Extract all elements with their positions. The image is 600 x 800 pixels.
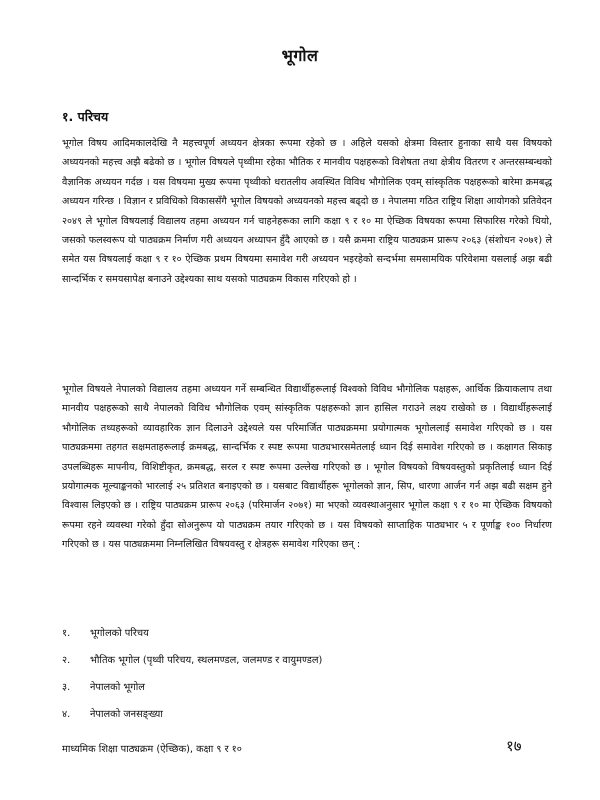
content-list — [62, 626, 322, 734]
list-item — [62, 653, 322, 680]
list-item-text: नेपालको भूगोल — [90, 682, 145, 693]
list-item-text: भौतिक भूगोल (पृथ्वी परिचय, स्थलमण्डल, जलमण्ड र वायुमण्डल) — [90, 655, 323, 666]
footer-text: माध्यमिक शिक्षा पाठ्यक्रम (ऐच्छिक), कक्षा ९ र १० — [62, 744, 242, 755]
list-item — [62, 707, 322, 734]
page-number: १७ — [506, 737, 522, 755]
section-heading: १. परिचय — [62, 109, 109, 124]
paragraph-objectives: भूगोल विषयले नेपालको विद्यालय तहमा अध्ययन गर्ने सम्बन्धित विद्यार्थीहरूलाई विश्वको विविध भौगोलिक पक्षहरू, आर्थिक क्रियाकलाप तथा मानवीय पक्षहरूको साथै नेपालको विविध भौगोलिक एवम् सांस्कृतिक पक्षहरूको ज्ञान हासिल गराउने लक्ष्य राखेको छ । विद्यार्थीहरूलाई भौगोलिक तथ्यहरूको व्यावहारिक ज्ञान दिलाउने उद्देश्यले यस परिमार्जित पाठ्यक्रममा प्रयोगात्मक भूगोललाई समावेश गरिएको छ । यस पाठ्यक्रममा तहगत सक्षमताहरूलाई क्रमबद्ध, सान्दर्भिक र स्पष्ट रूपमा पाठ्यभारसमेतलाई ध्यान दिई समावेश गरिएको छ । कक्षागत सिकाइ उपलब्धिहरू मापनीय, विशिष्टीकृत, क्रमबद्ध, सरल र स्पष्ट रूपमा उल्लेख गरिएको छ । भूगोल विषयको विषयवस्तुको प्रकृतिलाई ध्यान दिई प्रयोगात्मक मूल्याङ्कनको भारलाई २५ प्रतिशत बनाइएको छ । यसबाट विद्यार्थीहरू भूगोलको ज्ञान, सिप, धारणा आर्जन गर्न अझ बढी सक्षम हुने विश्वास लिइएको छ । राष्ट्रिय पाठ्यक्रम प्रारूप २०६३ (परिमार्जन २०७१) मा भएको व्यवस्थाअनुसार भूगोल कक्षा ९ र १० मा ऐच्छिक विषयको रूपमा रहने व्यवस्था गरेको हुँदा सोअनुरूप यो पाठ्यक्रम तयार गरिएको छ । यस विषयको साप्ताहिक पाठ्यभार ५ र पूर्णाङ्क १०० निर्धारण गरिएको छ । यस पाठ्यक्रममा निम्नलिखित विषयवस्तु र क्षेत्रहरू समावेश गरिएका छन् : — [62, 384, 552, 551]
list-item — [62, 626, 322, 653]
list-item — [62, 680, 322, 707]
list-item-number: २. — [62, 655, 71, 666]
list-item-text: भूगोलको परिचय — [90, 628, 149, 639]
paragraph-introduction: भूगोल विषय आदिमकालदेखि नै महत्त्वपूर्ण अध्ययन क्षेत्रका रूपमा रहेको छ । अहिले यसको क्षेत्रमा विस्तार हुनाका साथै यस विषयको अध्ययनको महत्त्व अझै बढेको छ । भूगोल विषयले पृथ्वीमा रहेका भौतिक र मानवीय पक्षहरूको विशेषता तथा क्षेत्रीय वितरण र अन्तरसम्बन्धको वैज्ञानिक अध्ययन गर्दछ । यस विषयमा मुख्य रूपमा पृथ्वीको धरातलीय अवस्थित विविध भौगोलिक एवम् सांस्कृतिक पक्षहरूको बारेमा क्रमबद्ध अध्ययन गरिन्छ । विज्ञान र प्रविधिको विकाससँगै भूगोल विषयको अध्ययनको महत्त्व बढ्दो छ । नेपालमा गठित राष्ट्रिय शिक्षा आयोगको प्रतिवेदन २०४९ ले भूगोल विषयलाई विद्यालय तहमा अध्ययन गर्न चाहनेहरूका लागि कक्षा ९ र १० मा ऐच्छिक विषयका रूपमा सिफारिस गरेको थियो, जसको फलस्वरूप यो पाठ्यक्रम निर्माण गरी अध्ययन अध्यापन हुँदै आएको छ । यसै क्रममा राष्ट्रिय पाठ्यक्रम प्रारूप २०६३ (संशोधन २०७१) ले समेत यस विषयलाई कक्षा ९ र १० ऐच्छिक प्रथम विषयमा समावेश गरी अध्ययन भइरहेको सन्दर्भमा समसामयिक परिवेशमा यसलाई अझ बढी सान्दर्भिक र समयसापेक्ष बनाउने उद्देश्यका साथ यसको पाठ्यक्रम विकास गरिएको हो । — [62, 138, 552, 285]
list-item-text: नेपालको जनसङ्ख्या — [90, 709, 163, 720]
list-item-number: १. — [62, 628, 71, 639]
list-item-number: ३. — [62, 682, 71, 693]
page-title: भूगोल — [281, 46, 319, 65]
list-item-number: ४. — [62, 709, 71, 720]
